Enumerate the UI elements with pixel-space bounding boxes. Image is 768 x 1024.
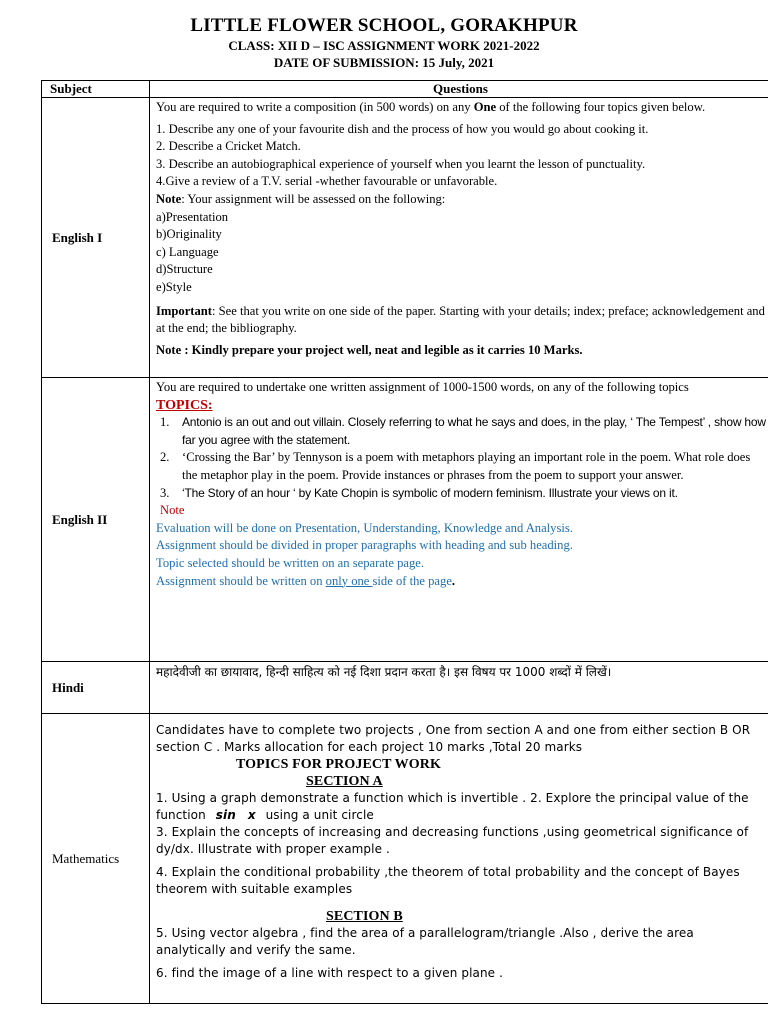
list-item: 2. ‘Crossing the Bar’ by Tennyson is a poem with metaphors playing an important role in the poem. What role does the metaphor play in the poem. Provide instances or phrases from the poem to support your answer.	[160, 450, 751, 482]
list-item: 3. ‘The Story of an hour ‘ by Kate Chopin is symbolic of modern feminism. Illustrate your views on it.	[160, 485, 678, 500]
table-row-english-2	[42, 378, 768, 662]
assignment-table	[41, 80, 768, 1004]
subject-hindi: Hindi	[42, 662, 150, 714]
english-1-note: Note: Your assignment will be assessed on the following:	[156, 191, 446, 206]
table-row-hindi	[42, 662, 768, 714]
english-2-note: Evaluation will be done on Presentation, Understanding, Knowledge and Analysis.	[156, 520, 573, 535]
list-item: 4.Give a review of a T.V. serial -whether favourable or unfavorable.	[156, 174, 498, 189]
school-name: LITTLE FLOWER SCHOOL, GORAKHPUR	[190, 15, 578, 36]
list-item: b)Originality	[156, 227, 222, 242]
english-2-note-last: Assignment should be written on only one side of the page.	[156, 573, 456, 588]
list-item: e)Style	[156, 279, 192, 294]
list-item: 1. Using a graph demonstrate a function which is invertible . 2. Explore the principal value of the function sin x using a unit circle	[156, 791, 749, 822]
english-1-important: Important: See that you write on one side of the paper. Starting with your details; index; preface; acknowledgement and at the end; the bibliography.	[156, 303, 765, 336]
list-item: 6. find the image of a line with respect to a given plane .	[156, 966, 503, 980]
list-item: 3. Explain the concepts of increasing and decreasing functions ,using geometrical significance of dy/dx. Illustrate with proper example .	[156, 825, 749, 856]
table-row-english-1	[42, 98, 768, 378]
questions-english-2	[150, 378, 768, 662]
subject-english-1: English I	[42, 98, 150, 378]
list-item: 2. Describe a Cricket Match.	[156, 139, 301, 154]
section-a-heading: SECTION A	[306, 774, 383, 789]
questions-mathematics	[150, 714, 768, 1004]
table-row-mathematics	[42, 714, 768, 1004]
list-item: 3. Describe an autobiographical experience of yourself when you learnt the lesson of punctuality.	[156, 156, 646, 171]
subject-english-2: English II	[42, 378, 150, 662]
english-2-note: Topic selected should be written on an separate page.	[156, 555, 425, 570]
subject-mathematics: Mathematics	[42, 714, 150, 1004]
english-2-note-label: Note	[160, 503, 185, 518]
english-1-intro: You are required to write a composition (in 500 words) on any One of the following four topics given below.	[156, 100, 706, 114]
topics-heading: TOPICS:	[156, 397, 213, 413]
math-topics-title: TOPICS FOR PROJECT WORK	[236, 757, 441, 772]
list-item: 1. Antonio is an out and out villain. Closely referring to what he says and does, in the play, ‘ The Tempest’ , show how far you agree with the statement.	[160, 415, 766, 447]
questions-english-1	[150, 98, 768, 378]
math-intro: Candidates have to complete two projects , One from section A and one from either section B OR section C . Marks allocation for each project 10 marks ,Total 20 marks	[156, 723, 751, 754]
questions-hindi: महादेवीजी का छायावाद, हिन्दी साहित्य को नई दिशा प्रदान करता है। इस विषय पर 1000 शब्दों में लिखें।	[150, 662, 768, 714]
submission-date: DATE OF SUBMISSION: 15 July, 2021	[273, 55, 495, 70]
english-2-intro: You are required to undertake one written assignment of 1000-1500 words, on any of the following topics	[156, 380, 689, 394]
english-1-final-note: Note : Kindly prepare your project well, neat and legible as it carries 10 Marks.	[156, 342, 583, 357]
list-item: d)Structure	[156, 262, 213, 277]
class-line: CLASS: XII D – ISC ASSIGNMENT WORK 2021-2022	[228, 38, 540, 53]
list-item: a)Presentation	[156, 209, 229, 224]
subject-column-header: Subject	[42, 81, 150, 98]
list-item: 5. Using vector algebra , find the area of a parallelogram/triangle .Also , derive the area analytically and verify the same.	[156, 926, 694, 957]
section-b-heading: SECTION B	[326, 909, 403, 924]
list-item: 1. Describe any one of your favourite dish and the process of how you would go about cooking it.	[156, 121, 649, 136]
list-item: 4. Explain the conditional probability ,the theorem of total probability and the concept of Bayes theorem with suitable examples	[156, 865, 740, 896]
questions-column-header: Questions	[150, 81, 768, 98]
table-header-row	[42, 81, 768, 98]
list-item: c) Language	[156, 244, 219, 259]
english-2-note: Assignment should be divided in proper paragraphs with heading and sub heading.	[156, 538, 573, 553]
